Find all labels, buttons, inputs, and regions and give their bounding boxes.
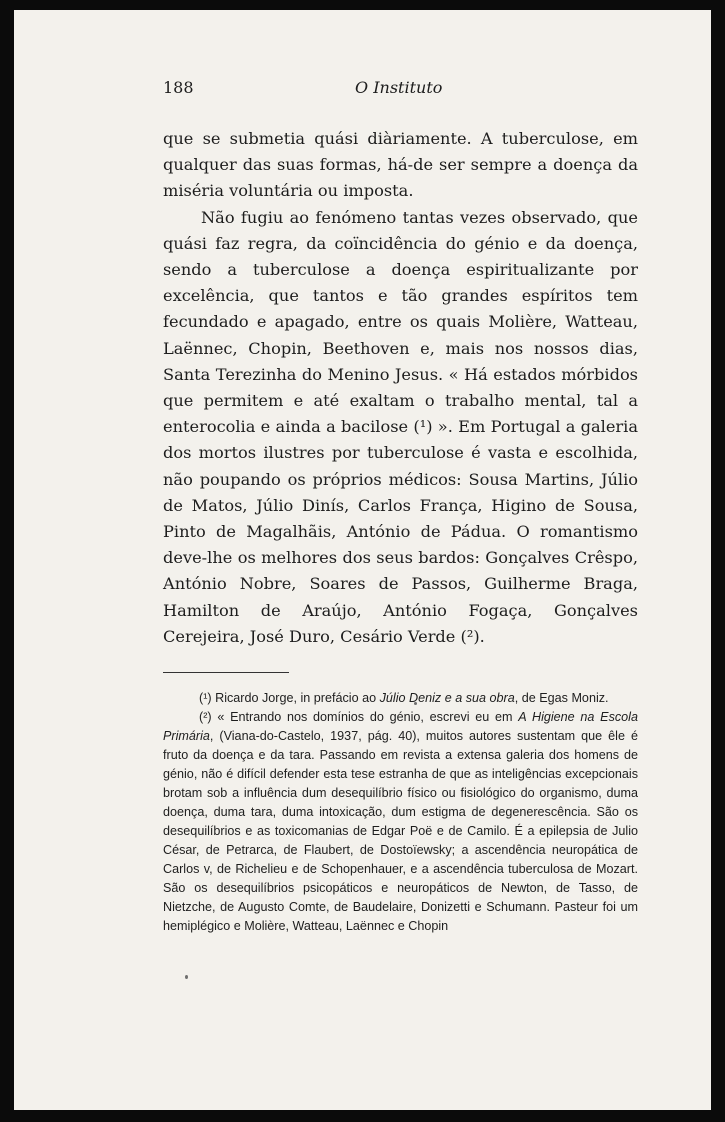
footnote-text: Ricardo Jorge, in prefácio ao (211, 691, 380, 706)
page-content (163, 78, 638, 936)
footnote (163, 708, 638, 936)
page-header (163, 78, 638, 108)
page-number: 188 (163, 78, 194, 97)
paragraph: que se submetia quási diàriamente. A tuberculose, em qualquer das suas formas, há-de ser sempre a doença da miséria voluntária ou imposta. (163, 129, 638, 201)
main-text (163, 126, 638, 650)
footnote-text: , (Viana-do-Castelo, 1937, pág. 40), muitos autores sustentam que êle é fruto da doença e da tara. Passando em revista a extensa galeria dos homens de génio, não é difícil defender esta tese estranha de que as inteligências excepcionais brotam sob a influência dum desequilíbrio físico ou fisiológico do organismo, duma doença, duma tara, duma intoxicação, dum estigma de degenerescência. São os desequilíbrios e as toxicomanias de Edgar Poë e de Camilo. É a epilepsia de Julio César, de Petrarca, de Flaubert, de Dostoïewsky; a ascendência neuropática de Carlos v, de Richelieu e de Schopenhauer, e a ascendência tuberculosa de Mozart. São os desequilíbrios psicopáticos e neuropáticos de Newton, de Tasso, de Nietzche, de Augusto Comte, de Baudelaire, Donizetti e Schumann. Pasteur foi um hemiplégico e Molière, Watteau, Laënnec e Chopin (163, 729, 638, 934)
footnote (163, 689, 638, 708)
print-speck (185, 975, 188, 979)
footnote-separator (163, 672, 289, 673)
footnote-text: , de Egas Moniz. (514, 691, 609, 706)
cited-work-title: A Higiene na Escola Primária (163, 710, 638, 744)
footnote-text: « Entrando nos domínios do génio, escrevi eu em (211, 710, 519, 725)
footnotes (163, 689, 638, 936)
running-title: O Instituto (355, 78, 443, 97)
cited-work-title: Júlio Deniz e a sua obra (379, 691, 515, 706)
footnote-marker: (²) (199, 710, 212, 725)
paragraph: Não fugiu ao fenómeno tantas vezes observado, que quási faz regra, da coïncidência do génio e da doença, sendo a tuberculose a doença espiritualizante por excelência, que tantos e tão grandes espíritos tem fecundado e apagado, entre os quais Molière, Watteau, Laënnec, Chopin, Beethoven e, mais nos nossos dias, Santa Terezinha do Menino Jesus. « Há estados mórbidos que permitem e até exaltam o trabalho mental, tal a enterocolia e ainda a bacilose (¹) ». Em Portugal a galeria dos mortos ilustres por tuberculose é vasta e escolhida, não poupando os próprios médicos: Sousa Martins, Júlio de Matos, Júlio Dinís, Carlos França, Higino de Sousa, Pinto de Magalhãis, António de Pádua. O romantismo deve-lhe os melhores dos seus bardos: Gonçalves Crêspo, António Nobre, Soares de Passos, Guilherme Braga, Hamilton de Araújo, António Fogaça, Gonçalves Cerejeira, José Duro, Cesário Verde (²). (163, 207, 638, 646)
footnote-marker: (¹) (199, 691, 212, 706)
